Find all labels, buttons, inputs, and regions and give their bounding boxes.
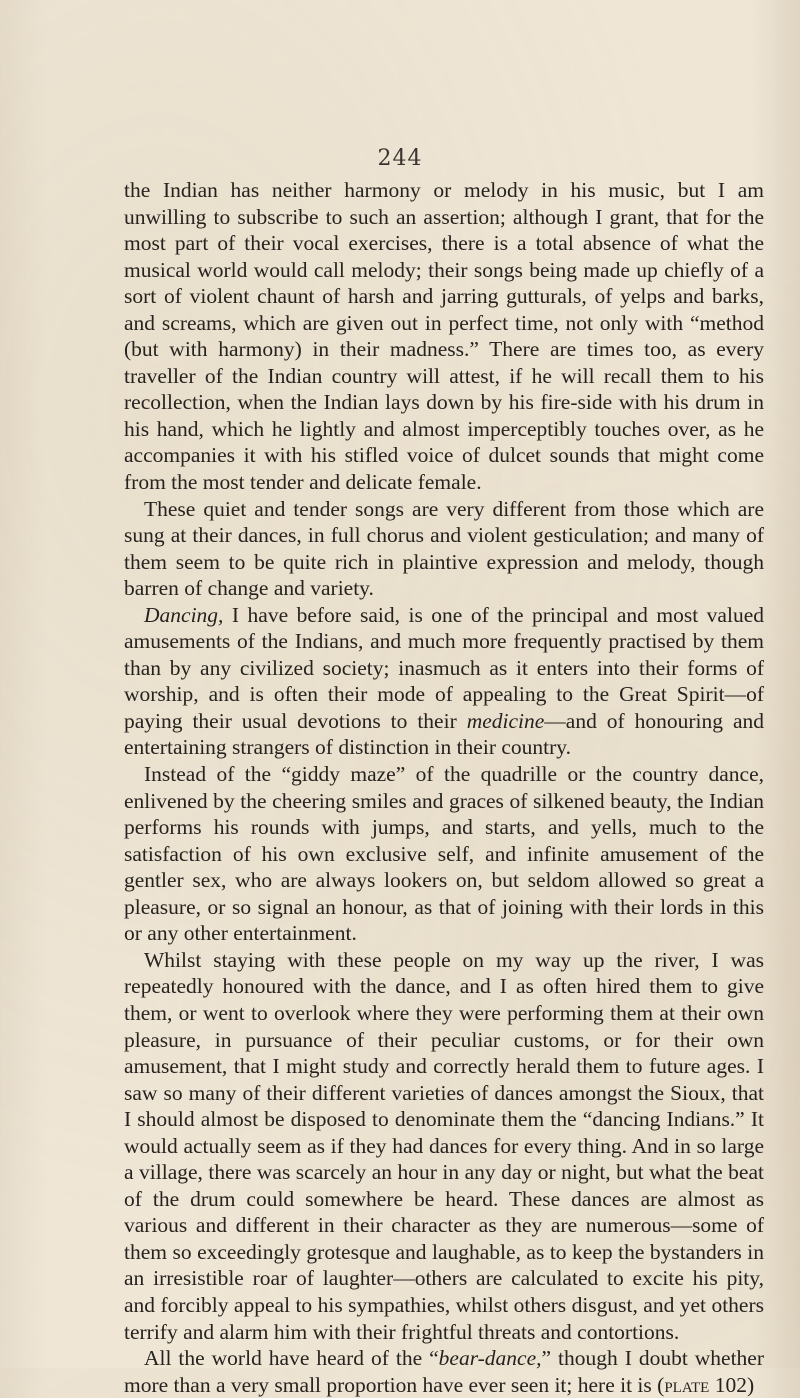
paragraph-3-text-a: I have before said, is one of the principal and most valued amusements of the Indians, and much more frequently practised by them than by any civilized society; inasmuch as it enters into their forms of worship, and is often their mode of appealing to the Great Spirit—of paying their usual devotions to their — [124, 602, 764, 733]
paragraph-3 — [124, 602, 764, 761]
paragraph-2: These quiet and tender songs are very different from those which are sung at their dances, in full chorus and violent gesticulation; and many of them seem to be quite rich in plaintive expression and melody, though barren of change and variety. — [124, 496, 764, 601]
paragraph-3-text-b: —and of honouring and entertaining strangers of distinction in their country. — [124, 708, 764, 760]
dancing-italic: Dancing, — [144, 602, 224, 627]
plate-label: plate — [664, 1372, 710, 1397]
paragraph-4: Instead of the “giddy maze” of the quadrille or the country dance, enlivened by the cheering smiles and graces of silkened beauty, the Indian performs his rounds with jumps, and starts, and yells, much to the satisfaction of his own exclusive self, and infinite amusement of the gentler sex, who are always lookers on, but seldom allowed so great a pleasure, or so signal an honour, as that of joining with their lords in this or any other entertainment. — [124, 762, 764, 946]
paragraph-1: the Indian has neither harmony or melody in his music, but I am unwilling to subscribe to such an assertion; although I grant, that for the most part of their vocal exercises, there is a total absence of what the musical world would call melody; their songs being made up chiefly of a sort of violent chaunt of harsh and jarring gutturals, of yelps and barks, and screams, which are given out in perfect time, not only with “method (but with harmony) in their madness.” There are times too, as every traveller of the Indian country will attest, if he will recall them to his recollection, when the Indian lays down by his fire-side with his drum in his hand, which he lightly and almost imperceptibly touches over, as he accompanies it with his stifled voice of dulcet sounds that might come from the most tender and delicate female. — [124, 178, 764, 495]
paragraph-6 — [124, 1345, 764, 1398]
body-text — [124, 177, 764, 1398]
paragraph-6-text-c: 102) — [709, 1372, 755, 1397]
bear-dance-italic: bear-dance, — [438, 1346, 542, 1371]
page-number: 244 — [377, 146, 423, 171]
medicine-italic: medicine — [466, 708, 545, 733]
paragraph-6-text-b: ” though I doubt whether more than a very small proportion have ever seen it; here it is ( — [124, 1346, 764, 1397]
paragraph-6-text-a: All the world have heard of the “ — [144, 1346, 439, 1371]
paragraph-5: Whilst staying with these people on my way up the river, I was repeatedly honoured with the dance, and I as often hired them to give them, or went to overlook where they were performing them at their own pleasure, in pursuance of their peculiar customs, or for their own amusement, that I might study and correctly herald them to future ages. I saw so many of their different varieties of dances amongst the Sioux, that I should almost be disposed to denominate them the “dancing Indians.” It would actually seem as if they had dances for every thing. And in so large a village, there was scarcely an hour in any day or night, but what the beat of the drum could somewhere be heard. These dances are almost as various and different in their character as they are numerous—some of them so exceedingly grotesque and laughable, as to keep the bystanders in an irresistible roar of laughter—others are calculated to excite his pity, and forcibly appeal to his sympathies, whilst others disgust, and yet others terrify and alarm him with their frightful threats and contortions. — [124, 947, 764, 1344]
